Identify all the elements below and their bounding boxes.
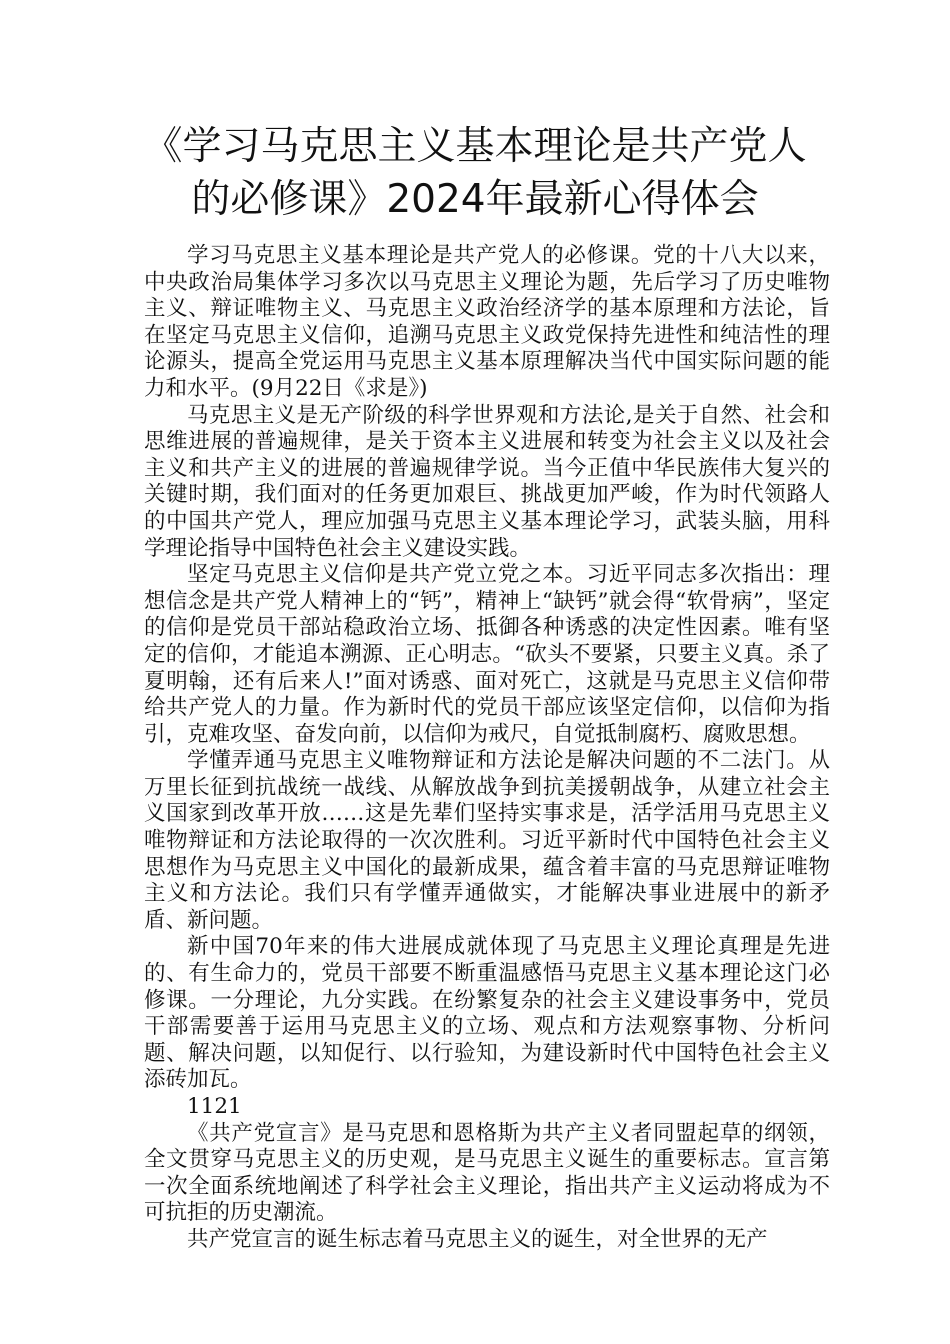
paragraph-1: 学习马克思主义基本理论是共产党人的必修课。党的十八大以来，中央政治局集体学习多次以马克思主义理论为题，先后学习了历史唯物主义、辩证唯物主义、马克思主义政治经济学的基本原理和方法论，旨在坚定马克思主义信仰，追溯马克思主义政党保持先进性和纯洁性的理论源头，提高全党运用马克思主义基本原理解决当代中国实际问题的能力和水平。(9月22日《求是》) bbox=[144, 243, 830, 401]
title-line-1: 《学习马克思主义基本理论是共产党人 bbox=[143, 124, 807, 169]
title-line-2: 的必修课》2024年最新心得体会 bbox=[191, 177, 759, 222]
document-title bbox=[60, 120, 890, 226]
paragraph-3: 坚定马克思主义信仰是共产党立党之本。习近平同志多次指出：理想信念是共产党人精神上的“钙”，精神上“缺钙”就会得“软骨病”，坚定的信仰是党员干部站稳政治立场、抵御各种诱惑的决定性因素。唯有坚定的信仰，才能追本溯源、正心明志。“砍头不要紧，只要主义真。杀了夏明翰，还有后来人!”面对诱惑、面对死亡，这就是马克思主义信仰带给共产党人的力量。作为新时代的党员干部应该坚定信仰，以信仰为指引，克难攻坚、奋发向前，以信仰为戒尺，自觉抵制腐朽、腐败思想。 bbox=[144, 562, 830, 747]
document-body bbox=[144, 243, 830, 1254]
paragraph-5: 新中国70年来的伟大进展成就体现了马克思主义理论真理是先进的、有生命力的，党员干部要不断重温感悟马克思主义基本理论这门必修课。一分理论，九分实践。在纷繁复杂的社会主义建设事务中，党员干部需要善于运用马克思主义的立场、观点和方法观察事物、分析问题、解决问题，以知促行、以行验知，为建设新时代中国特色社会主义添砖加瓦。 bbox=[144, 934, 830, 1093]
paragraph-7: 共产党宣言的诞生标志着马克思主义的诞生，对全世界的无产 bbox=[187, 1226, 768, 1252]
paragraph-number-marker: 1121 bbox=[187, 1094, 242, 1119]
paragraph-4: 学懂弄通马克思主义唯物辩证和方法论是解决问题的不二法门。从万里长征到抗战统一战线、从解放战争到抗美援朝战争，从建立社会主义国家到改革开放……这是先辈们坚持实事求是，活学活用马克思主义唯物辩证和方法论取得的一次次胜利。习近平新时代中国特色社会主义思想作为马克思主义中国化的最新成果，蕴含着丰富的马克思辩证唯物主义和方法论。我们只有学懂弄通做实，才能解决事业进展中的新矛盾、新问题。 bbox=[144, 748, 830, 933]
paragraph-6: 《共产党宣言》是马克思和恩格斯为共产主义者同盟起草的纲领，全文贯穿马克思主义的历史观，是马克思主义诞生的重要标志。宣言第一次全面系统地阐述了科学社会主义理论，指出共产主义运动将成为不可抗拒的历史潮流。 bbox=[144, 1120, 830, 1226]
paragraph-2: 马克思主义是无产阶级的科学世界观和方法论,是关于自然、社会和思维进展的普遍规律，是关于资本主义进展和转变为社会主义以及社会主义和共产主义的进展的普遍规律学说。当今正值中华民族伟大复兴的关键时期，我们面对的任务更加艰巨、挑战更加严峻，作为时代领路人的中国共产党人，理应加强马克思主义基本理论学习，武装头脑，用科学理论指导中国特色社会主义建设实践。 bbox=[144, 402, 830, 561]
